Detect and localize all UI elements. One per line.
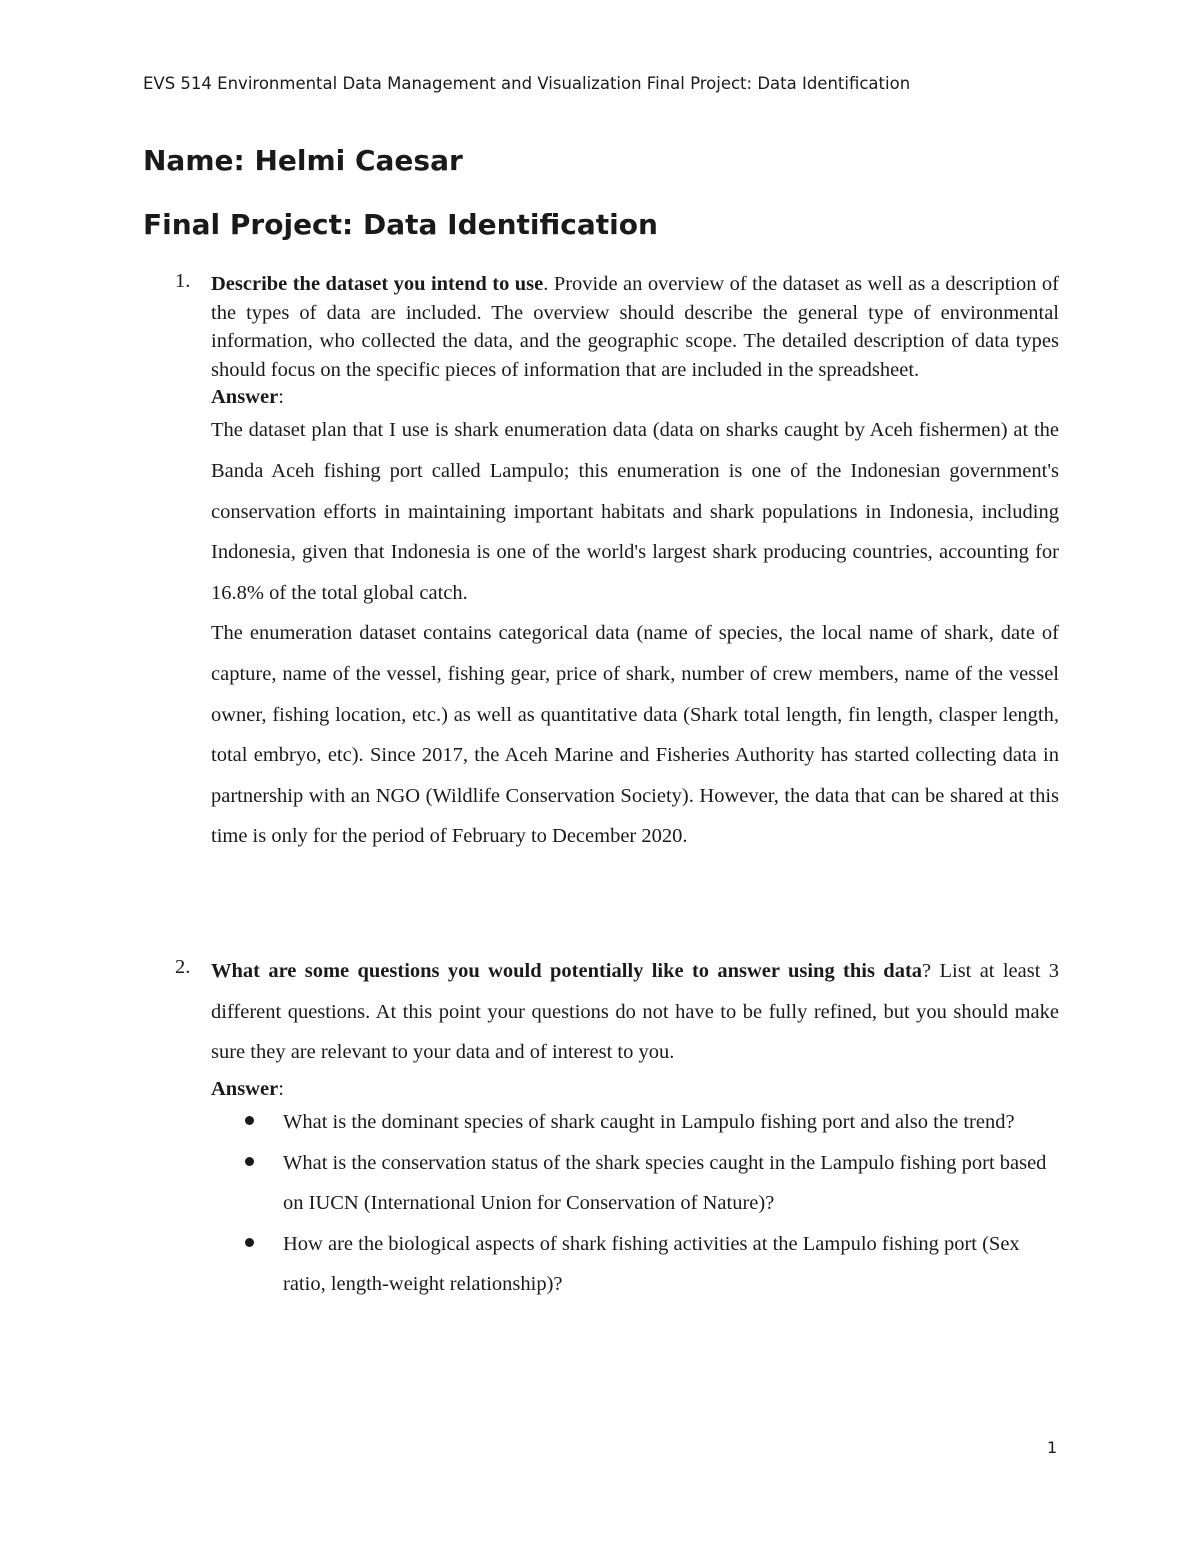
bullet-icon (245, 1116, 254, 1125)
question-2 (211, 951, 1059, 1103)
bullet-icon (245, 1157, 254, 1166)
document-title: Final Project: Data Identification (143, 208, 658, 241)
question-1-prompt (211, 270, 1059, 384)
list-item: How are the biological aspects of shark fishing activities at the Lampulo fishing port (Sex ratio, length-weight relationship)? (240, 1224, 1060, 1305)
question-1 (211, 270, 1059, 857)
question-1-number: 1. (175, 270, 191, 292)
question-1-answer-label: Answer: (211, 386, 284, 409)
page-number: 1 (1047, 1438, 1058, 1457)
list-item: What is the dominant species of shark caught in Lampulo fishing port and also the trend? (240, 1102, 1060, 1143)
question-1-answer-paragraph-1: The dataset plan that I use is shark enumeration data (data on sharks caught by Aceh fishermen) at the Banda Aceh fishing port called Lampulo; this enumeration is one of the Indonesian government's conservation efforts in maintaining important habitats and shark populations in Indonesia, including Indonesia, given that Indonesia is one of the world's largest shark producing countries, accounting for 16.8% of the total global catch. (211, 419, 1059, 604)
bullet-icon (245, 1238, 254, 1247)
question-2-prompt (211, 951, 1059, 1073)
question-2-answer-label: Answer: (211, 1077, 284, 1100)
author-name-heading: Name: Helmi Caesar (143, 144, 463, 177)
question-2-number: 2. (175, 956, 191, 978)
question-2-prompt-text: ? List at least 3 different questions. At this point your questions do not have to be fully refined, but you should make sure they are relevant to your data and of interest to you. (211, 960, 1059, 1064)
question-1-prompt-text: . Provide an overview of the dataset as well as a description of the types of data are included. The overview should describe the general type of environmental information, who collected the data, and the geographic scope. The detailed description of data types should focus on the specific pieces of information that are included in the spreadsheet. (211, 273, 1059, 381)
question-1-answer-paragraph-2: The enumeration dataset contains categorical data (name of species, the local name of shark, date of capture, name of the vessel, fishing gear, price of shark, number of crew members, name of the vessel owner, fishing location, etc.) as well as quantitative data (Shark total length, fin length, clasper length, total embryo, etc). Since 2017, the Aceh Marine and Fisheries Authority has started collecting data in partnership with an NGO (Wildlife Conservation Society). However, the data that can be shared at this time is only for the period of February to December 2020. (211, 622, 1059, 848)
list-item: What is the conservation status of the shark species caught in the Lampulo fishing port based on IUCN (International Union for Conservation of Nature)? (240, 1143, 1060, 1224)
question-2-answer-list (240, 1102, 1060, 1305)
question-1-prompt-bold: Describe the dataset you intend to use (211, 273, 544, 295)
running-header: EVS 514 Environmental Data Management and Visualization Final Project: Data Identification (143, 74, 911, 93)
question-2-prompt-bold: What are some questions you would potentially like to answer using this data (211, 960, 923, 982)
